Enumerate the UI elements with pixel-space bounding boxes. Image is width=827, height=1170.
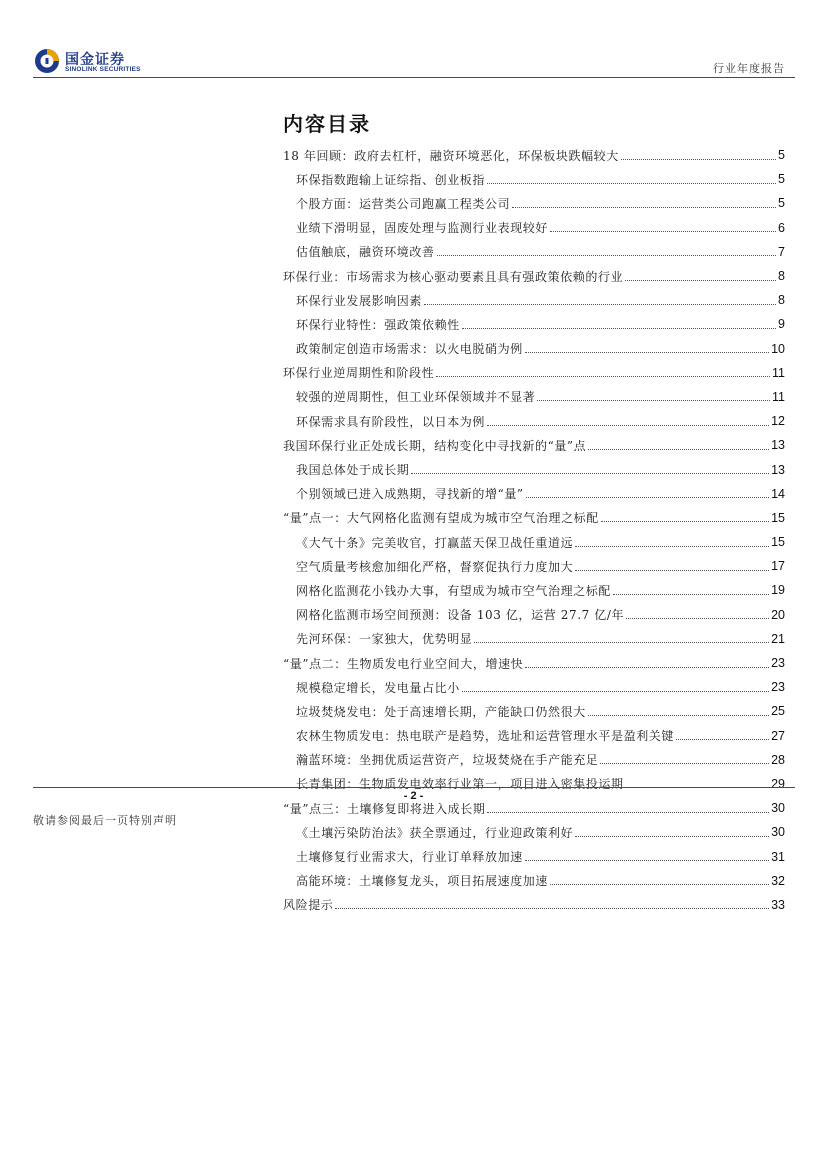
page-header [0,0,827,80]
toc-leader-dots [676,727,769,740]
toc-entry-text: 环保行业发展影响因素 [296,293,423,308]
toc-entry-text: 空气质量考核愈加细化严格，督察促执行力度加大 [296,559,574,574]
toc-leader-dots [575,534,769,547]
toc-leader-dots [462,679,769,692]
toc-leader-dots [537,388,770,401]
toc-entry[interactable] [283,457,785,481]
toc-entry-page: 7 [778,244,785,259]
toc-entry-page: 13 [771,462,785,477]
toc-entry[interactable] [283,288,785,312]
toc-leader-dots [411,461,769,474]
toc-entry-text: 我国环保行业正处成长期，结构变化中寻找新的“量”点 [283,438,587,453]
toc-entry[interactable] [283,216,785,240]
toc-entry-page: 13 [771,438,785,453]
toc-entry[interactable] [283,748,785,772]
toc-entry[interactable] [283,530,785,554]
toc-leader-dots [512,195,776,208]
header-divider [33,77,795,78]
brand-name-en: SINOLINK SECURITIES [65,66,141,73]
toc-leader-dots [550,219,776,232]
toc-entry-page: 32 [771,873,785,888]
toc-leader-dots [335,896,769,909]
toc-entry-text: 18 年回顾：政府去杠杆，融资环境恶化，环保板块跌幅较大 [283,148,619,163]
toc-entry-page: 5 [778,172,785,187]
toc-entry-text: 规模稳定增长，发电量占比小 [296,680,460,695]
toc-entry[interactable] [283,409,785,433]
toc-entry-text: 《大气十条》完美收官，打赢蓝天保卫战任重道远 [296,535,574,550]
toc-entry[interactable] [283,627,785,651]
toc-entry-text: 网格化监测市场空间预测：设备 103 亿，运营 27.7 亿/年 [296,608,625,623]
page-number: - 2 - [403,790,424,802]
toc-entry-page: 28 [771,752,785,767]
toc-entry-page: 30 [771,801,785,816]
toc-entry-text: 长青集团：生物质发电效率行业第一，项目进入密集投运期 [296,777,624,792]
toc-entry[interactable] [283,482,785,506]
toc-entry[interactable] [283,143,785,167]
toc-entry-page: 33 [771,897,785,912]
toc-entry-page: 14 [771,486,785,501]
toc-entry-text: 环保指数跑输上证综指、创业板指 [296,172,486,187]
toc-entry-page: 19 [771,583,785,598]
toc-entry[interactable] [283,675,785,699]
toc-entry-page: 6 [778,220,785,235]
toc-entry-text: 《土壤污染防治法》获全票通过，行业迎政策利好 [296,825,574,840]
toc-entry[interactable] [283,820,785,844]
toc-entry-text: 环保行业特性：强政策依赖性 [296,317,460,332]
disclaimer-note: 敬请参阅最后一页特别声明 [33,814,177,827]
toc-entry-text: 农林生物质发电：热电联产是趋势，选址和运营管理水平是盈利关键 [296,729,675,744]
toc-entry[interactable] [283,312,785,336]
toc-leader-dots [437,243,776,256]
logo-icon [34,48,60,74]
toc-entry-text: 先河环保：一家独大，优势明显 [296,632,473,647]
toc-entry-page: 21 [771,631,785,646]
toc-entry-text: 我国总体处于成长期 [296,463,410,478]
toc-leader-dots [575,558,769,571]
toc-entry-text: 政策制定创造市场需求：以火电脱硝为例 [296,342,523,357]
toc-entry-page: 5 [778,196,785,211]
toc-entry[interactable] [283,506,785,530]
toc-entry-page: 9 [778,317,785,332]
toc-entry-text: 垃圾焚烧发电：处于高速增长期，产能缺口仍然很大 [296,704,586,719]
toc-leader-dots [526,485,769,498]
toc-entry[interactable] [283,240,785,264]
toc-entry-page: 29 [771,776,785,791]
toc-leader-dots [462,316,776,329]
toc-leader-dots [601,509,769,522]
toc-leader-dots [474,630,769,643]
toc-entry-page: 11 [772,365,785,380]
toc-leader-dots [525,340,769,353]
toc-leader-dots [625,268,776,281]
toc-leader-dots [487,171,776,184]
toc-entry-page: 30 [771,825,785,840]
toc-entry-text: 业绩下滑明显，固废处理与监测行业表现较好 [296,221,549,236]
footer-divider [33,787,795,788]
toc-entry[interactable] [283,869,785,893]
toc-entry[interactable] [283,554,785,578]
toc-entry-page: 12 [771,414,785,429]
toc-entry-page: 27 [771,728,785,743]
toc-entry-text: “量”点三：土壤修复即将进入成长期 [283,801,486,816]
toc-entry[interactable] [283,337,785,361]
toc-entry-text: 环保需求具有阶段性，以日本为例 [296,414,486,429]
toc-entry-text: 高能环境：土壤修复龙头，项目拓展速度加速 [296,874,549,889]
toc-entry[interactable] [283,844,785,868]
toc-leader-dots [575,824,769,837]
toc-entry[interactable] [283,433,785,457]
toc-entry[interactable] [283,603,785,627]
toc-entry-page: 20 [771,607,785,622]
toc-leader-dots [487,413,769,426]
toc-entry-text: 风险提示 [283,898,334,913]
toc-entry-text: 环保行业逆周期性和阶段性 [283,366,435,381]
toc-entry-page: 31 [771,849,785,864]
toc-entry-text: 个别领域已进入成熟期，寻找新的增“量” [296,487,524,502]
toc-entry-page: 5 [778,148,785,163]
toc-leader-dots [626,606,769,619]
toc-leader-dots [588,437,769,450]
toc-entry-text: 网格化监测花小钱办大事，有望成为城市空气治理之标配 [296,583,612,598]
toc-leader-dots [436,364,770,377]
toc-entry-page: 15 [771,510,785,525]
toc-entry[interactable] [283,167,785,191]
toc-leader-dots [613,582,769,595]
toc-title: 内容目录 [283,112,371,136]
toc-entry-page: 10 [771,341,785,356]
toc-entry-text: “量”点二：生物质发电行业空间大，增速快 [283,656,524,671]
toc-entry[interactable] [283,699,785,723]
toc-leader-dots [600,751,769,764]
toc-entry-text: 较强的逆周期性，但工业环保领域并不显著 [296,390,536,405]
toc-entry-text: 个股方面：运营类公司跑赢工程类公司 [296,196,511,211]
toc-leader-dots [525,848,769,861]
toc-leader-dots [621,147,776,160]
toc-entry[interactable] [283,724,785,748]
toc-leader-dots [588,703,769,716]
toc-entry[interactable] [283,361,785,385]
toc-leader-dots [424,292,776,305]
report-type: 行业年度报告 [713,62,785,75]
toc-entry-page: 25 [771,704,785,719]
toc-entry[interactable] [283,191,785,215]
toc-entry-text: 环保行业：市场需求为核心驱动要素且具有强政策依赖的行业 [283,269,624,284]
toc-entry[interactable] [283,264,785,288]
toc-leader-dots [525,655,769,668]
toc-entry[interactable] [283,578,785,602]
toc-entry-text: 瀚蓝环境：坐拥优质运营资产，垃圾焚烧在手产能充足 [296,753,599,768]
toc-entry-page: 11 [772,389,785,404]
toc-entry[interactable] [283,893,785,917]
toc-entry-text: “量”点一：大气网格化监测有望成为城市空气治理之标配 [283,511,599,526]
toc-entry[interactable] [283,385,785,409]
toc-entry-page: 17 [771,559,785,574]
toc-entry-page: 15 [771,535,785,550]
toc-entry-page: 23 [771,680,785,695]
toc-entry-page: 8 [778,293,785,308]
toc-entry-page: 8 [778,269,785,284]
toc-entry-page: 23 [771,656,785,671]
toc-entry-text: 土壤修复行业需求大，行业订单释放加速 [296,850,523,865]
toc-entry-text: 估值触底，融资环境改善 [296,245,435,260]
brand-name-cn: 国金证券 [65,52,125,68]
toc-entry[interactable] [283,651,785,675]
brand-logo [34,48,152,76]
toc-leader-dots [550,872,769,885]
